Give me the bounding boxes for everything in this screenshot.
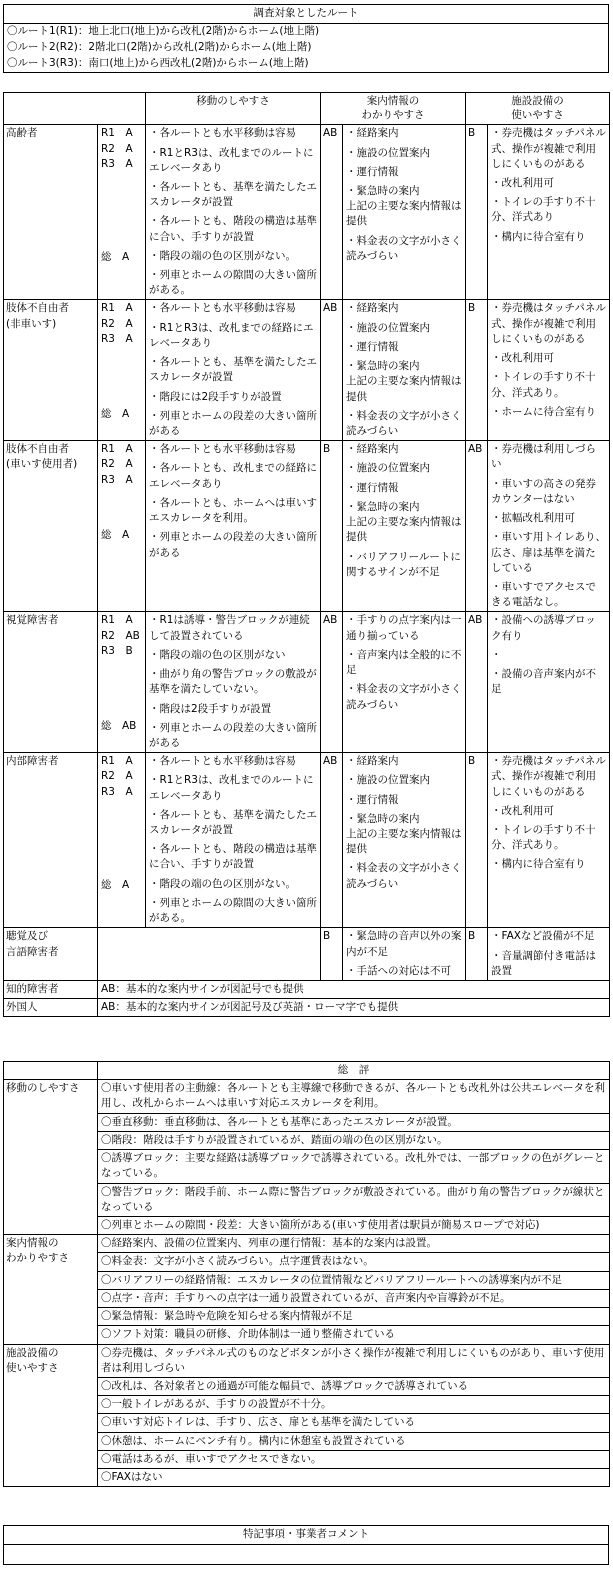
- summary-line: 〇ソフト対策：職員の研修、介助体制は一通り整備されている: [101, 1328, 395, 1341]
- info-item: ・経路案内: [346, 127, 399, 140]
- evaluation-row: [4, 441, 610, 612]
- facility-item: ・トイレの手すり不十分、洋式あり。: [491, 824, 596, 852]
- info-item: ・経路案内: [346, 443, 399, 456]
- routes-title: 調査対象としたルート: [4, 5, 609, 24]
- route-item: 〇ルート3(R3)：南口(地上)から西改札(2階)からホーム(地上階): [4, 56, 609, 73]
- info-notes: [343, 125, 466, 300]
- summary-line: 〇垂直移動：垂直移動は、各ルートとも基準にあったエスカレータが設置。: [98, 1114, 609, 1132]
- facility-item: ・ホームに待合室有り: [491, 405, 596, 418]
- info-grade: B: [321, 928, 343, 981]
- facility-notes: [488, 753, 610, 928]
- route-grade: R1 A: [101, 755, 133, 768]
- mobility-item: ・各ルートとも、ホームへは車いすエスカレータを利用。: [149, 496, 317, 525]
- mobility-item: ・各ルートとも水平移動は容易: [149, 302, 296, 315]
- mobility-item: ・階段には2段手すりが設置: [149, 390, 282, 403]
- route-grade: R1 A: [101, 614, 133, 627]
- route-grades: [98, 125, 146, 300]
- info-item: ・運行情報: [346, 481, 399, 494]
- mobility-item: ・列車とホームの隙間の大きい箇所がある。: [149, 896, 317, 925]
- facility-item: ・改札利用可: [491, 176, 554, 189]
- facility-grade: AB: [466, 612, 488, 753]
- facility-item: ・拡幅改札利用可: [491, 512, 575, 525]
- mobility-notes: [146, 612, 321, 753]
- header-info: 案内情報の わかりやすさ: [321, 93, 466, 125]
- evaluation-simple-row: [4, 999, 610, 1017]
- route-grade: R1 A: [101, 127, 133, 140]
- info-item: ・緊急時の案内 上記の主要な案内情報は提供: [346, 812, 462, 856]
- facility-grade: AB: [466, 441, 488, 612]
- info-notes: [343, 300, 466, 441]
- facility-item: ・: [491, 648, 502, 661]
- facility-item: ・FAXなど設備が不足: [491, 930, 595, 943]
- facility-item: ・改札利用可: [491, 804, 554, 817]
- info-item: ・経路案内: [346, 302, 399, 315]
- summary-line: 〇料金表：文字が小さく読みづらい。点字運賃表はない。: [98, 1253, 609, 1271]
- evaluation-row: [4, 125, 610, 300]
- summary-line: 〇階段：階段は手すりが設置されているが、踏面の端の色の区別がない。: [98, 1132, 609, 1150]
- mobility-notes: [146, 441, 321, 612]
- summary-table: [3, 1061, 610, 1487]
- summary-category: 施設設備の 使いやすさ: [4, 1344, 98, 1487]
- mobility-item: ・曲がり角の警告ブロックの敷設が基準を満たしていない。: [149, 668, 317, 696]
- total-grade: 総 A: [101, 250, 130, 263]
- evaluation-table: [3, 92, 610, 1017]
- route-grade: R2 A: [101, 770, 133, 783]
- route-grade: R3 B: [101, 644, 133, 657]
- mobility-item: ・階段の端の色の区別がない。: [149, 877, 296, 890]
- mobility-item: ・R1とR3は、改札までのルートにエレベータあり: [149, 146, 314, 174]
- info-item: ・料金表の文字が小さく読みづらい: [346, 234, 462, 262]
- info-item: ・手すりの点字案内は一通り揃っている: [346, 614, 462, 642]
- facility-item: ・車いすの高さの発券カウンターはない: [491, 477, 596, 505]
- route-grade: R1 A: [101, 302, 133, 315]
- route-grade: R3 A: [101, 473, 133, 486]
- facility-grade: B: [466, 125, 488, 300]
- row-category: 聴覚及び 言語障害者: [4, 928, 98, 981]
- mobility-item: ・列車とホームの段差の大きい箇所がある: [149, 721, 317, 749]
- facility-item: ・改札利用可: [491, 352, 554, 365]
- total-grade: 総 A: [101, 408, 130, 421]
- row-category: 外国人: [4, 999, 98, 1017]
- summary-line: 〇車いす対応トイレは、手すり、広さ、扉とも基準を満たしている: [98, 1414, 609, 1432]
- route-item: 〇ルート1(R1)：地上北口(地上)から改札(2階)からホーム(地上階): [4, 24, 609, 41]
- summary-line: 〇改札は、各対象者との通過が可能な幅員で、誘導ブロックで誘導されている: [98, 1378, 609, 1396]
- summary-line: 〇FAXはない: [101, 1471, 163, 1484]
- summary-lines: [98, 1080, 610, 1235]
- row-category: 内部障害者: [4, 753, 98, 928]
- info-item: ・音声案内は全般的に不足: [346, 648, 462, 677]
- summary-line: 〇誘導ブロック：主要な経路は誘導ブロックで誘導されている。改札外では、一部ブロックの色がグレーとなっている。: [98, 1150, 609, 1183]
- info-item: ・緊急時の案内 上記の主要な案内情報は提供: [346, 500, 462, 544]
- row-category: 肢体不自由者 (車いす使用者): [4, 441, 98, 612]
- mobility-item: ・列車とホームの段差の大きい箇所がある: [149, 409, 317, 437]
- summary-line: 〇電話はあるが、車いすでアクセスできない。: [98, 1451, 609, 1469]
- facility-item: ・トイレの手すり不十分、洋式あり: [491, 196, 596, 224]
- info-item: ・運行情報: [346, 165, 399, 178]
- summary-line: 〇バリアフリーの経路情報：エスカレータの位置情報などバリアフリールートへの誘導案内が不足: [98, 1272, 609, 1290]
- summary-line: 〇経路案内、設備の位置案内、列車の運行情報：基本的な案内は設置。: [98, 1235, 609, 1253]
- mobility-item: ・各ルートとも水平移動は容易: [149, 755, 296, 768]
- route-grade: R3 A: [101, 157, 133, 170]
- summary-category: 案内情報の わかりやすさ: [4, 1235, 98, 1344]
- facility-notes: [488, 125, 610, 300]
- special-text: [4, 1545, 609, 1565]
- route-grade: R2 A: [101, 142, 133, 155]
- route-grade: R3 A: [101, 785, 133, 798]
- facility-notes: [488, 441, 610, 612]
- header-blank: [4, 93, 146, 125]
- summary-line: 〇列車とホームの隙間・段差：大きい箇所がある(車いす使用者は駅員が簡易スロープで対応): [101, 1218, 540, 1231]
- info-notes: [343, 753, 466, 928]
- summary-title: 総 評: [98, 1062, 610, 1080]
- facility-item: ・音量調節付き電話は設置: [491, 949, 596, 977]
- facility-item: ・構内に待合室有り: [491, 230, 586, 243]
- facility-grade: B: [466, 300, 488, 441]
- info-item: ・経路案内: [346, 755, 399, 768]
- mobility-notes: [146, 125, 321, 300]
- info-item: ・施設の位置案内: [346, 462, 430, 475]
- facility-item: ・券売機はタッチパネル式、操作が複雑で利用しにくいものがある: [491, 302, 606, 345]
- mobility-item: ・各ルートとも水平移動は容易: [149, 443, 296, 456]
- route-grade: R2 AB: [101, 629, 140, 642]
- mobility-item: ・各ルートとも、基準を満たしたエスカレータが設置: [149, 356, 317, 384]
- info-item: ・手話への対応は不可: [346, 964, 451, 977]
- row-category: 高齢者: [4, 125, 98, 300]
- row-category: 知的障害者: [4, 981, 98, 999]
- info-notes: [343, 928, 466, 981]
- summary-row: [4, 1235, 610, 1344]
- summary-line: 〇緊急情報：緊急時や危険を知らせる案内情報が不足: [98, 1308, 609, 1326]
- route-grade: R3 A: [101, 332, 133, 345]
- summary-lines: [98, 1235, 610, 1344]
- summary-line: 〇一般トイレがあるが、手すりの設置が不十分。: [98, 1396, 609, 1414]
- mobility-item: ・R1とR3は、改札までの経路にエレベータあり: [149, 321, 314, 349]
- facility-item: ・券売機はタッチパネル式、操作が複雑で利用しにくいものがある: [491, 755, 606, 798]
- facility-grade: B: [466, 928, 488, 981]
- mobility-item: ・各ルートとも、基準を満たしたエスカレータが設置: [149, 180, 317, 209]
- mobility-item: ・各ルートとも、階段の構造は基準に合い、手すりが設置: [149, 843, 317, 871]
- info-notes: [343, 612, 466, 753]
- summary-line: 〇警告ブロック：階段手前、ホーム際に警告ブロックが敷設されている。曲がり角の警告ブロックが線状となっている: [98, 1184, 609, 1217]
- route-grade: R2 A: [101, 317, 133, 330]
- info-item: ・バリアフリールートに関するサインが不足: [346, 550, 461, 578]
- summary-row: [4, 1344, 610, 1487]
- route-grade: R1 A: [101, 443, 133, 456]
- info-item: ・料金表の文字が小さく読みづらい: [346, 409, 462, 437]
- summary-line: 〇休憩は、ホームにベンチ有り。構内に休憩室も設置されている: [98, 1433, 609, 1451]
- simple-row-text: AB：基本的な案内サインが図記号及び英語・ローマ字でも提供: [98, 999, 610, 1017]
- mobility-item: ・各ルートとも、改札までの経路にエレベータあり: [149, 462, 317, 490]
- facility-notes: [488, 928, 610, 981]
- info-grade: AB: [321, 753, 343, 928]
- route-grades: [98, 612, 146, 753]
- row-category: 肢体不自由者 (非車いす): [4, 300, 98, 441]
- route-grades: [98, 300, 146, 441]
- mobility-item: ・階段は2段手すりが設置: [149, 702, 272, 715]
- info-item: ・運行情報: [346, 793, 399, 806]
- mobility-item: ・R1は誘導・警告ブロックが連続して設置されている: [149, 614, 310, 642]
- summary-lines: [98, 1344, 610, 1487]
- facility-notes: [488, 612, 610, 753]
- evaluation-row: [4, 300, 610, 441]
- info-grade: B: [321, 441, 343, 612]
- mobility-item: ・階段の端の色の区別がない。: [149, 249, 296, 262]
- total-grade: 総 A: [101, 878, 130, 891]
- routes-table: [3, 4, 609, 73]
- special-notes-table: [3, 1525, 609, 1565]
- info-item: ・施設の位置案内: [346, 146, 430, 159]
- mobility-notes: [146, 300, 321, 441]
- info-item: ・緊急時の案内 上記の主要な案内情報は提供: [346, 184, 462, 228]
- route-grades: [98, 441, 146, 612]
- header-facility: 施設設備の 使いやすさ: [466, 93, 610, 125]
- summary-line: 〇券売機は、タッチパネル式のものなどボタンが小さく操作が複雑で利用しにくいものがあり、車いす使用者は利用しづらい: [98, 1345, 609, 1378]
- facility-item: ・券売機は利用しづらい: [491, 443, 596, 471]
- facility-item: ・車いす用トイレあり、広さ、扉は基準を満たしている: [491, 531, 606, 574]
- route-grade: R2 A: [101, 458, 133, 471]
- mobility-item: ・列車とホームの隙間の大きい箇所がある。: [149, 269, 317, 297]
- row-category: 視覚障害者: [4, 612, 98, 753]
- mobility-item: ・各ルートとも、基準を満たしたエスカレータが設置: [149, 808, 317, 837]
- info-grade: AB: [321, 125, 343, 300]
- info-grade: AB: [321, 300, 343, 441]
- info-grade: AB: [321, 612, 343, 753]
- facility-grade: B: [466, 753, 488, 928]
- mobility-item: ・各ルートとも、階段の構造は基準に合い、手すりが設置: [149, 215, 317, 243]
- info-item: ・緊急時の音声以外の案内が不足: [346, 930, 462, 958]
- mobility-item: ・各ルートとも水平移動は容易: [149, 127, 296, 140]
- info-item: ・料金表の文字が小さく読みづらい: [346, 683, 462, 711]
- summary-category: 移動のしやすさ: [4, 1080, 98, 1235]
- facility-item: ・設備への誘導ブロック有り: [491, 614, 596, 642]
- evaluation-row: [4, 928, 610, 981]
- mobility-empty: [98, 928, 321, 981]
- special-title: 特記事項・事業者コメント: [4, 1526, 609, 1545]
- header-mobility: 移動のしやすさ: [146, 93, 321, 125]
- total-grade: 総 A: [101, 528, 130, 541]
- total-grade: 総 AB: [101, 720, 137, 733]
- summary-line: 〇車いす使用者の主動線：各ルートとも主導線で移動できるが、各ルートとも改札外は公共エレベータを利用し、改札からホームへは車いす対応エスカレータを利用。: [98, 1080, 609, 1113]
- simple-row-text: AB：基本的な案内サインが図記号でも提供: [98, 981, 610, 999]
- facility-item: ・設備の音声案内が不足: [491, 668, 596, 696]
- mobility-notes: [146, 753, 321, 928]
- mobility-item: ・列車とホームの段差の大きい箇所がある: [149, 531, 317, 559]
- evaluation-simple-row: [4, 981, 610, 999]
- evaluation-row: [4, 612, 610, 753]
- summary-header-blank: [4, 1062, 98, 1080]
- summary-row: [4, 1080, 610, 1235]
- info-item: ・施設の位置案内: [346, 321, 430, 334]
- facility-item: ・トイレの手すり不十分、洋式あり。: [491, 371, 596, 399]
- info-item: ・施設の位置案内: [346, 774, 430, 787]
- route-grades: [98, 753, 146, 928]
- mobility-item: ・階段の端の色の区別がない: [149, 648, 286, 661]
- info-notes: [343, 441, 466, 612]
- info-item: ・運行情報: [346, 340, 399, 353]
- info-item: ・料金表の文字が小さく読みづらい: [346, 862, 462, 890]
- facility-item: ・車いすでアクセスできる電話なし。: [491, 580, 596, 609]
- facility-notes: [488, 300, 610, 441]
- facility-item: ・構内に待合室有り: [491, 858, 586, 871]
- facility-item: ・券売機はタッチパネル式、操作が複雑で利用しにくいものがある: [491, 127, 606, 170]
- info-item: ・緊急時の案内 上記の主要な案内情報は提供: [346, 360, 462, 403]
- evaluation-row: [4, 753, 610, 928]
- summary-line: 〇点字・音声：手すりへの点字は一通り設置されているが、音声案内や盲導鈴が不足。: [98, 1290, 609, 1308]
- mobility-item: ・R1とR3は、改札までのルートにエレベータあり: [149, 774, 314, 802]
- route-item: 〇ルート2(R2)：2階北口(2階)から改札(2階)からホーム(地上階): [4, 40, 609, 56]
